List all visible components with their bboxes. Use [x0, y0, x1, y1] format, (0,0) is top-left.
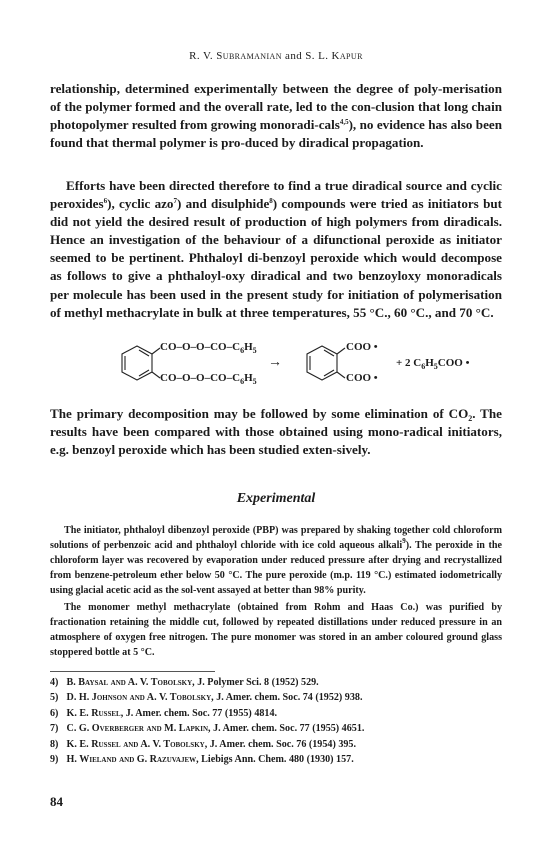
- citation-8: 8: [269, 197, 273, 206]
- header-connector: and: [281, 50, 306, 62]
- paragraph-initiator-prep: [50, 523, 502, 598]
- co2-subscript: 2: [468, 414, 473, 423]
- p2-text-c: ) and disulphide: [176, 196, 270, 212]
- e1-text-b: ). The peroxide in the chloroform layer was recovered by evaporation under reduced pressure after drying and recrystallized from benzene-petroleum ether below 50 °C. The pure peroxide (m.p. 119 °C.) estimated iodometrically using glacial acetic acid as the sol-vent assayed at better than 98% purity.: [50, 540, 502, 597]
- reference-list: [50, 675, 502, 767]
- footnote-divider: [50, 671, 215, 672]
- citation-6: 6: [103, 197, 108, 206]
- p2-text-a: Efforts have been directed therefore to find a true diradical source and cyclic peroxides: [50, 178, 502, 212]
- author2-surname: Kapur: [331, 50, 363, 62]
- peroxide-group-top: $CO-O-O-CO-C_6H_5$: [160, 341, 257, 355]
- author1-surname: Subramanian: [216, 50, 282, 62]
- radical-bottom: COO •: [346, 372, 378, 384]
- p1-text-b: ), no evidence has also been found that thermal polymer is pro-duced by diradical propagation.: [50, 117, 502, 151]
- benzene-ring-left-icon: [122, 346, 160, 380]
- decomposition-equation: [0, 337, 552, 397]
- citation-9: 9: [402, 537, 406, 546]
- citation-7: 7: [173, 197, 177, 206]
- reference-item: 7) C. G. Overberger and M. Lapkin, J. Amer. chem. Soc. 77 (1955) 4651.: [50, 723, 365, 735]
- e1-text-a: The initiator, phthaloyl dibenzoyl peroxide (PBP) was prepared by shaking together cold chloroform solutions of perbenzoic acid and phthaloyl chloride with ice cold aqueous alkali: [50, 525, 502, 552]
- paragraph-intro-continued: [50, 80, 502, 152]
- running-header: [0, 50, 552, 62]
- reference-item: 9) H. Wieland and G. Razuvajew, Liebigs Ann. Chem. 480 (1930) 157.: [50, 754, 354, 766]
- paragraph-efforts: [50, 177, 502, 322]
- reference-item: 6) K. E. Russel, J. Amer. chem. Soc. 77 (1955) 4814.: [50, 707, 278, 719]
- paragraph-primary-decomposition: [50, 405, 502, 459]
- benzene-ring-right-icon: [307, 346, 345, 380]
- peroxide-group-bottom: $CO-O-O-CO-C_6H_5$: [160, 372, 257, 386]
- section-title-experimental: Experimental: [236, 491, 316, 506]
- benzoyloxy-product: + 2 $C_6H_5COO$ •: [396, 357, 470, 371]
- citation-4-5: 4,5: [339, 118, 349, 127]
- reaction-arrow: →: [268, 355, 282, 370]
- author2-initials: S. L.: [305, 50, 332, 62]
- p3-text-b: . The results have been compared with those obtained using mono-radical initiators, e.g. benzoyl peroxide which has been studied exten-sively.: [50, 406, 502, 458]
- p2-text-b: ), cyclic azo: [107, 196, 174, 212]
- author1-initials: R. V.: [189, 50, 217, 62]
- p1-text-a: relationship, determined experimentally between the degree of poly-merisation of the polymer formed and the overall rate, led to the con-clusion that long chain photopolymer resulted from growing monoradi-cals: [50, 81, 502, 133]
- reference-item: 4) B. Baysal and A. V. Tobolsky, J. Polymer Sci. 8 (1952) 529.: [50, 677, 319, 688]
- page-number: 84: [50, 794, 63, 809]
- reference-item: 5) D. H. Johnson and A. V. Tobolsky, J. Amer. chem. Soc. 74 (1952) 938.: [50, 692, 363, 704]
- p2-text-d: ) compounds were tried as initiators but did not yield the desired result of production of high polymers from diradicals. Hence an investigation of the behaviour of a difunctional peroxide as initiator seemed to be pertinent. Phthaloyl di-benzoyl peroxide which would decompose as follows to give a phthaloyl-oxy diradical and two benzoyloxy monoradicals per molecule has been used in the present study for initiation of polymerisation of methyl methacrylate in bulk at three temperatures, 55 °C., 60 °C., and 70 °C.: [50, 196, 502, 320]
- reference-item: 8) K. E. Russel and A. V. Tobolsky, J. Amer. chem. Soc. 76 (1954) 395.: [50, 738, 356, 750]
- paragraph-monomer-prep: The monomer methyl methacrylate (obtained from Rohm and Haas Co.) was purified by fractionation retaining the middle cut, followed by repeated distillations under reduced pressure in an atmosphere of oxygen free nitrogen. The pure monomer was stored in an amber coloured ground glass stoppered bottle at 5 °C.: [50, 602, 502, 659]
- radical-top: COO •: [346, 341, 378, 353]
- p3-text-a: The primary decomposition may be followed by some elimination of CO: [50, 406, 469, 421]
